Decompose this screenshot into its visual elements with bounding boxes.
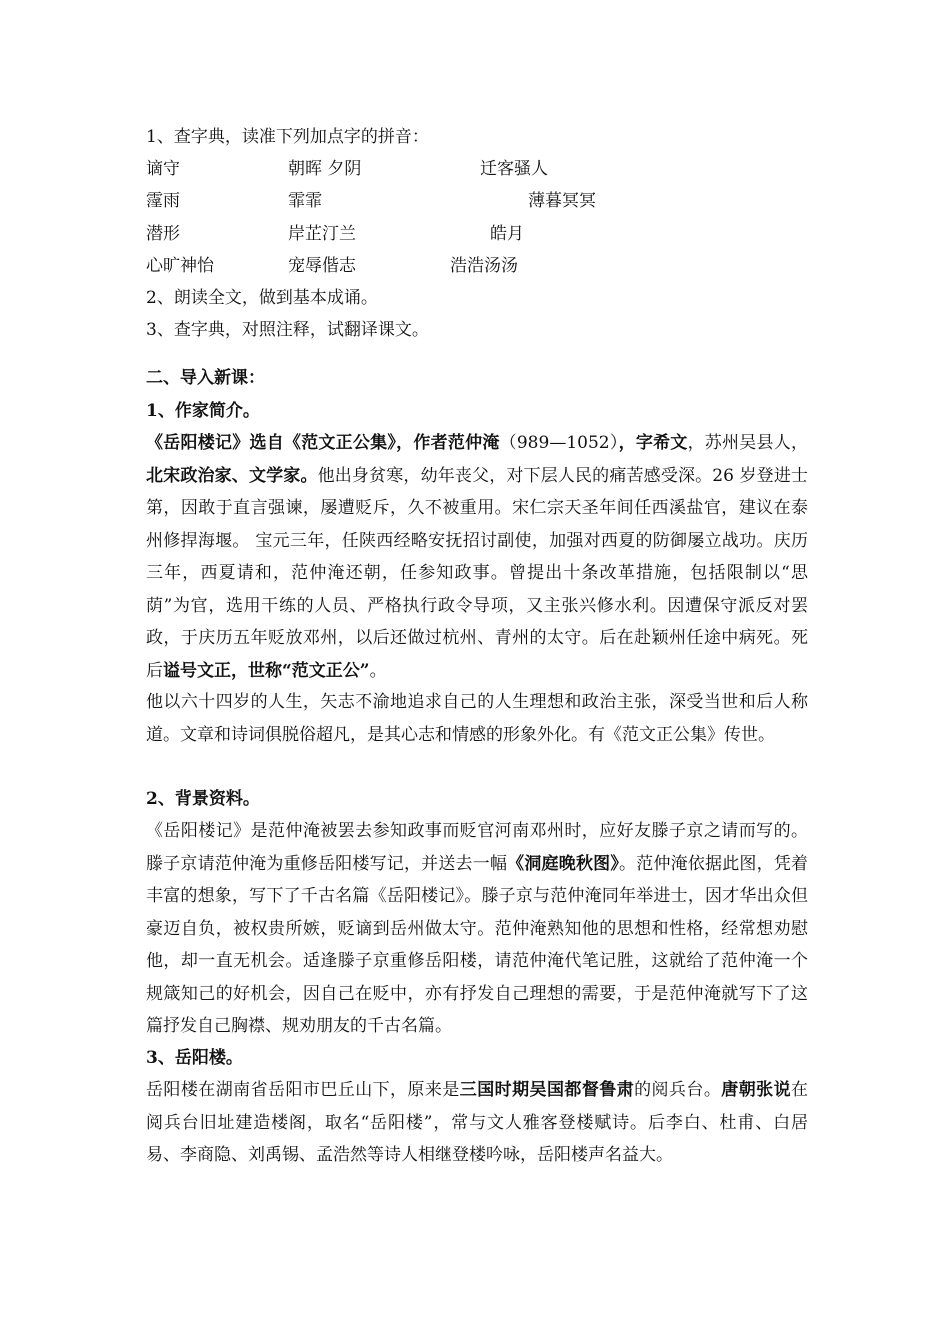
word: 迁客骚人: [480, 159, 548, 179]
author-heading: 1、作家简介。: [146, 401, 260, 421]
word: 心旷神怡: [146, 256, 214, 276]
word: 岸芷汀兰: [288, 224, 356, 244]
background-heading: 2、背景资料。: [146, 789, 260, 809]
tower-paragraph: [146, 1074, 808, 1172]
word: 浩浩汤汤: [450, 256, 518, 276]
bold-text: 唐朝张说: [721, 1080, 792, 1100]
tower-heading: 3、岳阳楼。: [146, 1048, 243, 1068]
text: （989—1052）: [499, 433, 619, 453]
bold-text: 《洞庭晚秋图》: [507, 853, 620, 874]
bold-text: 《岳阳楼记》选自《范文正公集》，作者范仲淹: [146, 433, 500, 453]
task-1-instruction: 1、查字典，读准下列加点字的拼音：: [146, 127, 429, 147]
word: 潜形: [146, 224, 180, 244]
text: ，苏州吴县人，: [687, 433, 809, 453]
text: 。: [369, 660, 387, 681]
text: 在阅兵台旧址建造楼阁，取名“岳阳楼”，常与文人雅客登楼赋诗。后李白、杜甫、白居易、李商隐、刘禹锡、孟浩然等诗人相继登楼吟咏，岳阳楼声名益大。: [146, 1080, 809, 1165]
text: 岳阳楼在湖南省岳阳市巴丘山下，原来是: [146, 1080, 460, 1100]
text: 《岳阳楼记》是范仲淹被罢去参知政事而贬官河南邓州时，应好友滕子京之请而写的。滕子京请范仲淹为重修岳阳楼写记，并送去一幅: [146, 821, 808, 874]
text: 的阅兵台。: [634, 1080, 722, 1100]
bold-text: ，字希文: [618, 433, 688, 453]
word: 薄暮冥冥: [528, 191, 596, 211]
word: 朝晖 夕阴: [288, 159, 362, 179]
text: 他出身贫寒，幼年丧父，对下层人民的痛苦感受深。26 岁登进士第，因敢于直言强谏，屡遭贬斥，久不被重用。宋仁宗天圣年间任西溪盐官，建议在泰州修捍海堰。 宝元三年，任陕西经略安抚招讨副使，加强对西夏的防御屡立战功。庆历三年，西夏请和，范仲淹还朝，任参知政事。曾提出十条改革措施，包括限制以“思荫”为官，选用干练的人员、严格执行政令导项，又主张兴修水利。因遭保守派反对罢政，于庆历五年贬放邓州，以后还做过杭州、青州的太守。后在赴颖州任途中病死。死后: [146, 465, 808, 681]
word-row-4: [146, 250, 808, 282]
task-2-instruction: 2、朗读全文，做到基本成诵。: [146, 288, 378, 308]
word-row-2: [146, 185, 808, 217]
author-legacy-paragraph: 他以六十四岁的人生，矢志不渝地追求自己的人生理想和政治主张，深受当世和后人称道。文章和诗词俱脱俗超凡，是其心志和情感的形象外化。有《范文正公集》传世。: [146, 692, 808, 745]
task-3-instruction: 3、查字典，对照注释，试翻译课文。: [146, 320, 429, 340]
bold-text: 北宋政治家、文学家。: [146, 465, 318, 486]
word: 霪雨: [146, 191, 180, 211]
word: 谪守: [146, 159, 180, 179]
word: 霏霏: [288, 191, 322, 211]
bold-text: 谥号文正，世称“范文正公”: [163, 660, 370, 681]
section-heading: 二、导入新课：: [146, 368, 265, 388]
word: 宠辱偕志: [288, 256, 356, 276]
word-row-1: [146, 153, 808, 185]
word: 皓月: [490, 224, 524, 244]
background-paragraph: [146, 815, 808, 1043]
author-paragraph: [146, 427, 808, 687]
bold-text: 三国时期吴国都督鲁肃: [459, 1080, 635, 1100]
text: 。范仲淹依据此图，凭着丰富的想象，写下了千古名篇《岳阳楼记》。滕子京与范仲淹同年举进士，因才华出众但豪迈自负，被权贵所嫉，贬谪到岳州做太守。范仲淹熟知他的思想和性格，经常想劝慰他，却一直无机会。适逢滕子京重修岳阳楼，请范仲淹代笔记胜，这就给了范仲淹一个规箴知己的好机会，因自己在贬中，亦有抒发自己理想的需要，于是范仲淹就写下了这篇抒发自己胸襟、规劝朋友的千古名篇。: [146, 853, 809, 1036]
word-row-3: [146, 218, 808, 250]
